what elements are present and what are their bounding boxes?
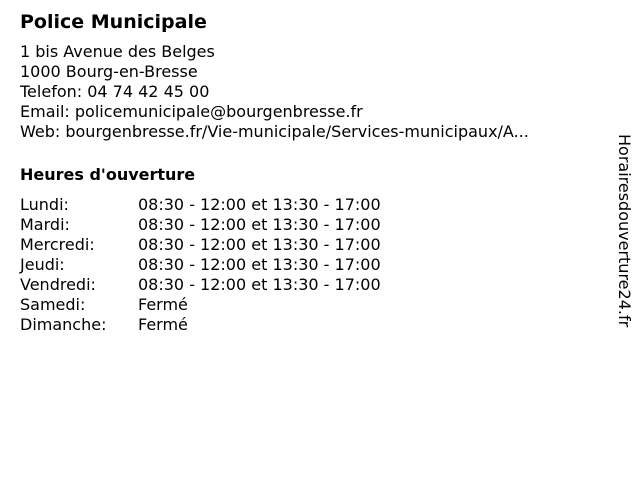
day-hours: 08:30 - 12:00 et 13:30 - 17:00 — [138, 275, 381, 294]
hours-row-saturday — [20, 295, 600, 315]
day-hours: 08:30 - 12:00 et 13:30 - 17:00 — [138, 215, 381, 234]
day-label: Lundi: — [20, 195, 69, 214]
street-address: 1 bis Avenue des Belges — [20, 42, 215, 61]
day-label: Vendredi: — [20, 275, 96, 294]
hours-row-friday — [20, 275, 600, 295]
hours-row-tuesday — [20, 215, 600, 235]
day-label: Jeudi: — [20, 255, 65, 274]
phone-line: Telefon: 04 74 42 45 00 — [20, 82, 210, 101]
business-card — [20, 10, 600, 335]
day-hours: 08:30 - 12:00 et 13:30 - 17:00 — [138, 235, 381, 254]
hours-row-thursday — [20, 255, 600, 275]
day-label: Dimanche: — [20, 315, 107, 334]
email-line: Email: policemunicipale@bourgenbresse.fr — [20, 102, 363, 121]
hours-row-monday — [20, 195, 600, 215]
day-label: Mardi: — [20, 215, 70, 234]
day-label: Mercredi: — [20, 235, 95, 254]
day-hours: Fermé — [138, 315, 188, 334]
day-hours: Fermé — [138, 295, 188, 314]
day-hours: 08:30 - 12:00 et 13:30 - 17:00 — [138, 255, 381, 274]
day-hours: 08:30 - 12:00 et 13:30 - 17:00 — [138, 195, 381, 214]
hours-row-wednesday — [20, 235, 600, 255]
hours-row-sunday — [20, 315, 600, 335]
hours-heading: Heures d'ouverture — [20, 165, 196, 184]
web-line: Web: bourgenbresse.fr/Vie-municipale/Services-municipaux/A... — [20, 122, 529, 141]
business-title: Police Municipale — [20, 11, 207, 33]
address-block — [20, 42, 600, 142]
hours-table — [20, 195, 600, 335]
brand-watermark: Horairesdouverture24.fr — [615, 134, 634, 328]
city-line: 1000 Bourg-en-Bresse — [20, 62, 198, 81]
day-label: Samedi: — [20, 295, 86, 314]
